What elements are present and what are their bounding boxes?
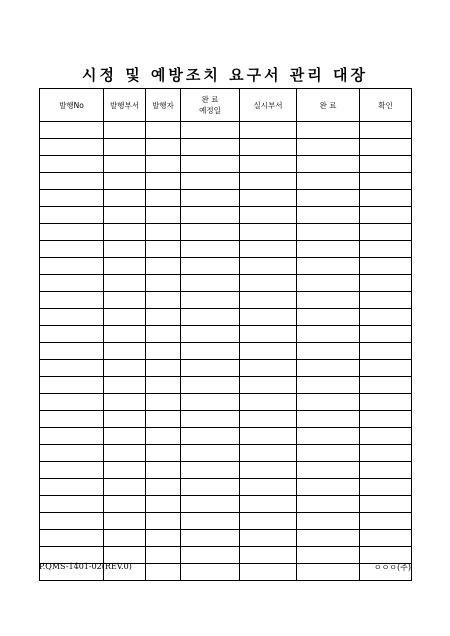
table-cell — [297, 530, 360, 547]
table-cell — [146, 479, 181, 496]
table-cell — [40, 496, 104, 513]
table-cell — [146, 564, 181, 581]
table-cell — [104, 122, 146, 139]
table-cell — [146, 547, 181, 564]
column-header-label: 완 료 — [201, 95, 219, 104]
table-cell — [181, 530, 240, 547]
table-cell — [40, 309, 104, 326]
table-cell — [104, 411, 146, 428]
table-cell — [181, 394, 240, 411]
table-cell — [297, 139, 360, 156]
table-cell — [240, 190, 297, 207]
column-header — [297, 89, 360, 122]
table-cell — [104, 326, 146, 343]
table-row — [40, 275, 412, 292]
table-cell — [360, 377, 412, 394]
table-cell — [240, 394, 297, 411]
table-cell — [297, 207, 360, 224]
table-cell — [181, 241, 240, 258]
table-cell — [40, 377, 104, 394]
table-cell — [40, 411, 104, 428]
table-cell — [297, 496, 360, 513]
table-row — [40, 207, 412, 224]
table-cell — [181, 326, 240, 343]
table-cell — [181, 411, 240, 428]
table-cell — [181, 513, 240, 530]
table-cell — [146, 462, 181, 479]
table-cell — [360, 156, 412, 173]
table-cell — [146, 445, 181, 462]
table-cell — [40, 513, 104, 530]
table-cell — [360, 428, 412, 445]
table-cell — [360, 241, 412, 258]
table-cell — [360, 462, 412, 479]
table-cell — [240, 258, 297, 275]
table-cell — [297, 275, 360, 292]
table-cell — [181, 462, 240, 479]
table-row — [40, 156, 412, 173]
table-cell — [360, 411, 412, 428]
table-cell — [297, 462, 360, 479]
table-cell — [146, 139, 181, 156]
table-row — [40, 173, 412, 190]
table-cell — [104, 173, 146, 190]
table-row — [40, 513, 412, 530]
table-cell — [40, 258, 104, 275]
table-cell — [146, 496, 181, 513]
table-cell — [146, 377, 181, 394]
table-cell — [240, 343, 297, 360]
table-cell — [181, 173, 240, 190]
table-row — [40, 224, 412, 241]
table-cell — [240, 326, 297, 343]
company-name: ㅇㅇㅇ(주) — [373, 563, 411, 572]
table-cell — [104, 360, 146, 377]
table-cell — [40, 394, 104, 411]
table-cell — [297, 394, 360, 411]
table-cell — [297, 326, 360, 343]
table-cell — [360, 173, 412, 190]
table-cell — [146, 343, 181, 360]
table-cell — [240, 292, 297, 309]
table-cell — [104, 309, 146, 326]
table-cell — [240, 139, 297, 156]
table-cell — [40, 445, 104, 462]
table-cell — [146, 173, 181, 190]
table-cell — [104, 156, 146, 173]
table-cell — [146, 156, 181, 173]
table-cell — [146, 428, 181, 445]
table-cell — [104, 224, 146, 241]
table-cell — [360, 275, 412, 292]
table-cell — [181, 479, 240, 496]
column-header-label: 실시부서 — [253, 100, 283, 110]
table-cell — [181, 275, 240, 292]
table-cell — [146, 224, 181, 241]
table-cell — [181, 156, 240, 173]
table-cell — [146, 258, 181, 275]
table-row — [40, 411, 412, 428]
table-cell — [40, 122, 104, 139]
table-cell — [240, 309, 297, 326]
table-cell — [181, 496, 240, 513]
table-cell — [360, 360, 412, 377]
table-cell — [297, 377, 360, 394]
table-cell — [104, 258, 146, 275]
table-cell — [240, 377, 297, 394]
table-cell — [181, 360, 240, 377]
table-row — [40, 292, 412, 309]
table-cell — [297, 224, 360, 241]
table-cell — [360, 309, 412, 326]
table-cell — [104, 428, 146, 445]
table-row — [40, 360, 412, 377]
table-cell — [40, 326, 104, 343]
table-cell — [40, 275, 104, 292]
table-row — [40, 377, 412, 394]
table-row — [40, 343, 412, 360]
table-cell — [146, 530, 181, 547]
column-header — [40, 89, 104, 122]
table-cell — [297, 173, 360, 190]
table-cell — [297, 343, 360, 360]
table-cell — [297, 445, 360, 462]
column-header-label: 발행자 — [152, 100, 174, 110]
table-cell — [240, 530, 297, 547]
table-cell — [104, 479, 146, 496]
table-cell — [297, 513, 360, 530]
table-cell — [146, 241, 181, 258]
column-header — [104, 89, 146, 122]
column-header-label: 확인 — [378, 100, 393, 110]
table-row — [40, 190, 412, 207]
table-cell — [240, 462, 297, 479]
table-cell — [181, 343, 240, 360]
table-cell — [360, 207, 412, 224]
table-cell — [181, 547, 240, 564]
table-cell — [360, 513, 412, 530]
table-cell — [104, 343, 146, 360]
table-row — [40, 479, 412, 496]
table-row — [40, 496, 412, 513]
table-cell — [146, 309, 181, 326]
column-header-label: 예정일 — [199, 106, 221, 115]
table-cell — [104, 530, 146, 547]
table-cell — [40, 530, 104, 547]
table-cell — [181, 309, 240, 326]
table-cell — [240, 360, 297, 377]
table-cell — [360, 547, 412, 564]
table-cell — [104, 496, 146, 513]
table-cell — [240, 564, 297, 581]
table-row — [40, 428, 412, 445]
table-row — [40, 241, 412, 258]
table-row — [40, 309, 412, 326]
table-cell — [40, 241, 104, 258]
table-cell — [297, 156, 360, 173]
table-cell — [146, 326, 181, 343]
table-cell — [40, 173, 104, 190]
table-cell — [360, 479, 412, 496]
table-cell — [181, 258, 240, 275]
table-cell — [181, 190, 240, 207]
table-cell — [104, 394, 146, 411]
table-cell — [240, 241, 297, 258]
table-row — [40, 122, 412, 139]
table-cell — [40, 156, 104, 173]
table-cell — [297, 564, 360, 581]
table-cell — [240, 428, 297, 445]
table-cell — [240, 156, 297, 173]
table-cell — [40, 360, 104, 377]
table-cell — [40, 224, 104, 241]
table-cell — [104, 190, 146, 207]
table-cell — [146, 292, 181, 309]
table-cell — [146, 513, 181, 530]
table-cell — [104, 445, 146, 462]
table-cell — [240, 207, 297, 224]
table-row — [40, 139, 412, 156]
table-cell — [40, 547, 104, 564]
table-cell — [146, 207, 181, 224]
table-cell — [40, 190, 104, 207]
table-cell — [360, 530, 412, 547]
table-cell — [360, 224, 412, 241]
table-cell — [40, 343, 104, 360]
table-cell — [240, 479, 297, 496]
table-cell — [240, 122, 297, 139]
table-cell — [360, 326, 412, 343]
table-cell — [104, 241, 146, 258]
table-cell — [360, 496, 412, 513]
table-row — [40, 547, 412, 564]
table-cell — [181, 122, 240, 139]
table-cell — [104, 207, 146, 224]
table-cell — [146, 360, 181, 377]
table-cell — [360, 190, 412, 207]
table-row — [40, 462, 412, 479]
table-cell — [297, 122, 360, 139]
column-header — [360, 89, 412, 122]
table-cell — [181, 445, 240, 462]
table-row — [40, 326, 412, 343]
column-header-label: 발행No — [59, 100, 84, 110]
column-header-label: 발행부서 — [110, 100, 139, 110]
table-cell — [146, 275, 181, 292]
table-cell — [360, 445, 412, 462]
table-cell — [297, 411, 360, 428]
column-header — [146, 89, 181, 122]
table-row — [40, 445, 412, 462]
column-header — [240, 89, 297, 122]
table-cell — [240, 173, 297, 190]
table-cell — [181, 207, 240, 224]
table-cell — [240, 513, 297, 530]
table-cell — [181, 564, 240, 581]
table-row — [40, 530, 412, 547]
table-cell — [297, 241, 360, 258]
table-cell — [104, 462, 146, 479]
column-header-label: 완 료 — [319, 100, 337, 110]
table-cell — [297, 428, 360, 445]
table-row — [40, 394, 412, 411]
table-cell — [297, 292, 360, 309]
table-cell — [240, 275, 297, 292]
form-code: P.QMS-1401-02(REV.0) — [39, 562, 132, 571]
table-cell — [104, 377, 146, 394]
table-cell — [146, 190, 181, 207]
table-cell — [240, 224, 297, 241]
table-cell — [40, 139, 104, 156]
table-cell — [360, 343, 412, 360]
table-cell — [360, 292, 412, 309]
table-cell — [104, 139, 146, 156]
table-cell — [40, 292, 104, 309]
table-cell — [240, 411, 297, 428]
ledger-table — [39, 88, 412, 581]
table-cell — [240, 547, 297, 564]
table-cell — [146, 394, 181, 411]
table-cell — [40, 479, 104, 496]
table-cell — [181, 224, 240, 241]
table-cell — [181, 292, 240, 309]
table-cell — [104, 292, 146, 309]
table-cell — [104, 275, 146, 292]
table-cell — [297, 258, 360, 275]
table-cell — [360, 394, 412, 411]
table-cell — [181, 139, 240, 156]
header-row — [40, 89, 412, 122]
table-cell — [297, 479, 360, 496]
table-cell — [360, 258, 412, 275]
table-cell — [40, 207, 104, 224]
table-row — [40, 258, 412, 275]
table-cell — [104, 513, 146, 530]
table-cell — [297, 360, 360, 377]
table-cell — [240, 496, 297, 513]
table-cell — [146, 122, 181, 139]
table-cell — [360, 139, 412, 156]
table-cell — [297, 309, 360, 326]
table-cell — [181, 428, 240, 445]
table-cell — [40, 462, 104, 479]
document-title: 시정 및 예방조치 요구서 관리 대장 — [82, 66, 368, 84]
table-cell — [40, 428, 104, 445]
table-cell — [104, 547, 146, 564]
table-cell — [360, 122, 412, 139]
table-cell — [181, 377, 240, 394]
table-cell — [146, 411, 181, 428]
table-body — [40, 122, 412, 581]
table-cell — [240, 445, 297, 462]
column-header — [181, 89, 240, 122]
table-cell — [297, 547, 360, 564]
table-cell — [297, 190, 360, 207]
